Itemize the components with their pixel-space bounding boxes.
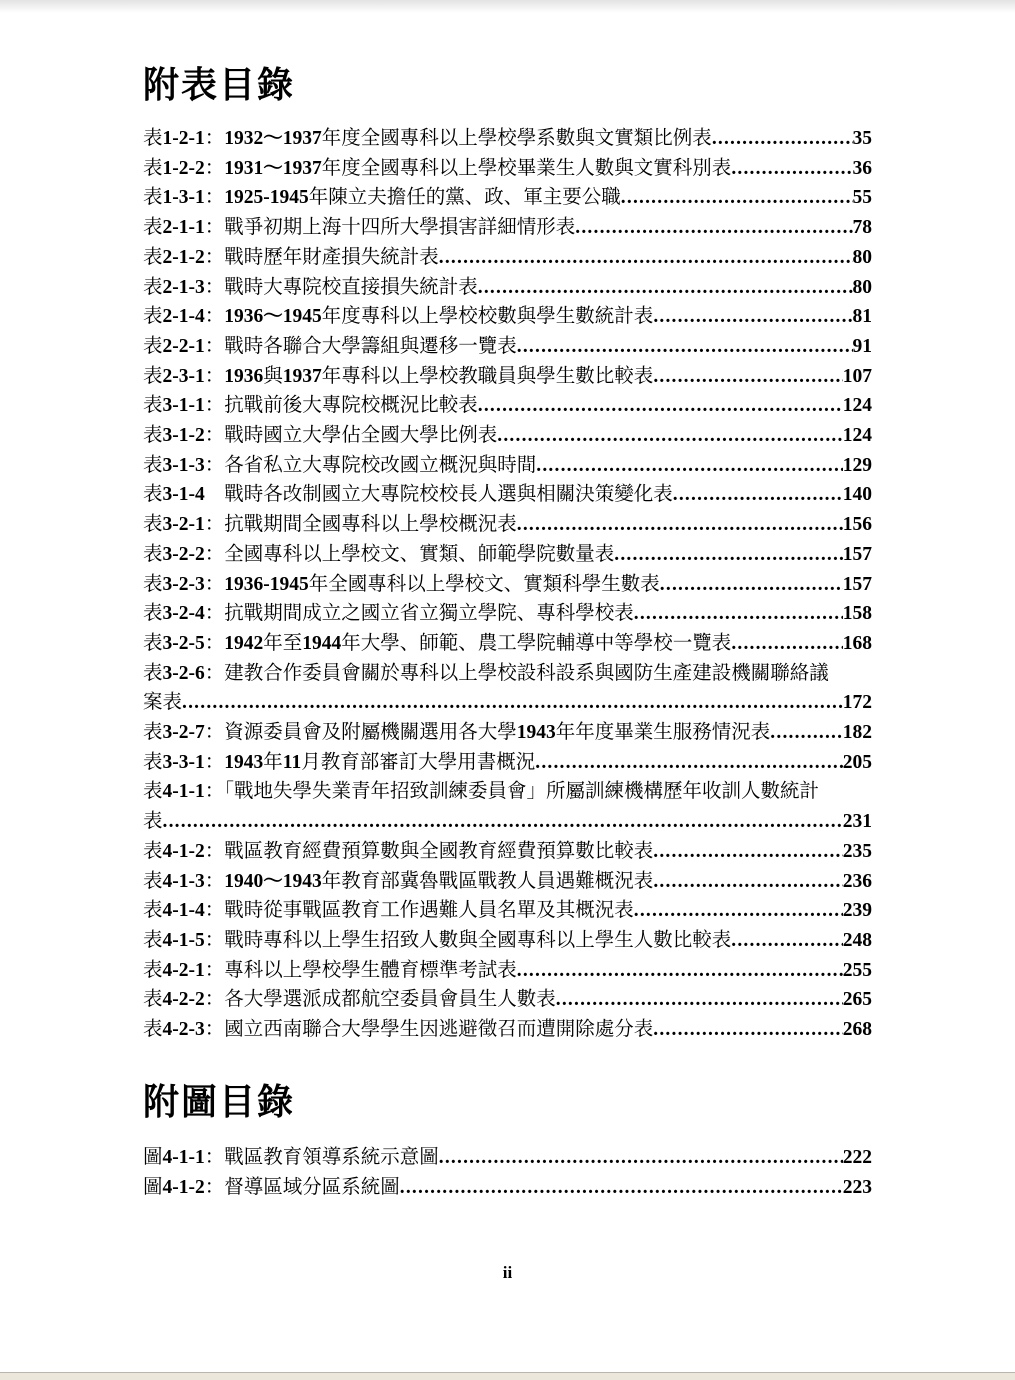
entry-text: 4-2-3	[162, 1019, 205, 1041]
entry-text: 4-1-1	[162, 781, 205, 803]
entry-text: 年	[263, 751, 283, 773]
toc-entry	[143, 807, 872, 837]
entry-text: 1925-1945	[224, 187, 309, 209]
figures-toc-list	[143, 1143, 872, 1202]
entry-text: 1944	[302, 632, 342, 654]
entry-text: 表	[143, 306, 163, 328]
entry-text: 1936	[224, 365, 264, 387]
entry-text: 表	[143, 157, 163, 179]
entry-text: 4-2-2	[162, 989, 205, 1011]
page-number: 168	[842, 632, 872, 654]
toc-entry	[143, 718, 872, 748]
page-number: 222	[842, 1146, 872, 1168]
dot-leader	[673, 480, 843, 510]
entry-text: 表	[143, 454, 163, 476]
dot-leader	[653, 867, 842, 897]
entry-text: 表	[143, 722, 163, 744]
entry-text: ：戰時從事戰區教育工作遇難人員名單及其概況表	[204, 900, 634, 922]
entry-text: ：全國專科以上學校文、實類、師範學院數量表	[204, 543, 615, 565]
page-number: 36	[852, 157, 872, 179]
toc-entry	[143, 985, 872, 1015]
entry-text: 圖	[143, 1176, 163, 1198]
entry-text: 表	[143, 128, 163, 149]
entry-text: 表	[143, 335, 163, 357]
entry-text: 2-3-1	[162, 365, 205, 387]
dot-leader	[439, 243, 853, 273]
entry-text: 表	[143, 603, 163, 625]
entry-text: ：	[204, 306, 225, 328]
entry-text: 3-2-1	[162, 514, 205, 536]
toc-entry	[143, 570, 872, 600]
tables-toc-list	[143, 124, 872, 1045]
page-number: 157	[842, 543, 872, 565]
dot-leader	[653, 837, 842, 867]
entry-text: 1932～1937	[224, 128, 322, 149]
dot-leader	[575, 213, 852, 243]
folio-page-number: ii	[502, 1263, 513, 1282]
entry-text: 表	[143, 573, 163, 595]
entry-text: ：	[204, 157, 225, 179]
entry-text: 2-2-1	[162, 335, 205, 357]
toc-entry	[143, 362, 872, 392]
entry-text: 表	[143, 365, 163, 387]
page-number: 268	[842, 1019, 872, 1041]
page-number: 248	[842, 929, 872, 951]
page-number: 235	[842, 840, 872, 862]
page-number: 78	[852, 217, 872, 239]
entry-text: 4-2-1	[162, 959, 205, 981]
toc-entry	[143, 124, 872, 154]
toc-entry	[143, 243, 872, 273]
entry-text: 1942	[224, 632, 264, 654]
entry-text: 3-2-4	[162, 603, 205, 625]
entry-text: 1-2-1	[162, 128, 205, 149]
entry-text: 3-1-2	[162, 425, 205, 447]
toc-entry	[143, 183, 872, 213]
entry-text: ：戰區教育經費預算數與全國教育經費預算數比較表	[204, 840, 654, 862]
toc-entry	[143, 659, 872, 689]
entry-text: ：建教合作委員會關於專科以上學校設科設系與國防生產建設機關聯絡議	[204, 662, 829, 684]
entry-text: 表	[143, 632, 163, 654]
entry-text: 2-1-4	[162, 306, 205, 328]
entry-text: ：	[204, 870, 225, 892]
entry-text: ：各大學選派成都航空委員會員生人數表	[204, 989, 556, 1011]
entry-text: ：「戰地失學失業青年招致訓練委員會」所屬訓練機構歷年收訓人數統計	[204, 781, 820, 803]
dot-leader	[731, 629, 842, 659]
dot-leader	[621, 183, 853, 213]
page-number: 81	[852, 306, 872, 328]
page-number: 265	[842, 989, 872, 1011]
entry-text: 2-1-2	[162, 246, 205, 268]
entry-text: 表	[143, 840, 163, 862]
toc-entry	[143, 629, 872, 659]
entry-text: 表	[143, 900, 163, 922]
page-number: 124	[842, 425, 872, 447]
entry-text: ：各省私立大專院校改國立概況與時間	[204, 454, 537, 476]
page-number: 172	[842, 692, 872, 714]
toc-entry	[143, 391, 872, 421]
entry-text: 圖	[143, 1146, 163, 1168]
dot-leader	[653, 1015, 842, 1045]
page-number: 80	[852, 276, 872, 298]
toc-entry	[143, 540, 872, 570]
entry-text: 月教育部審訂大學用書概況	[301, 751, 536, 773]
entry-text: 表	[143, 781, 163, 803]
entry-text: 年年度畢業生服務情況表	[555, 722, 771, 744]
entry-text: ：戰時各聯合大學籌組與遷移一覽表	[204, 335, 517, 357]
entry-text: 年專科以上學校教職員與學生數比較表	[321, 365, 654, 387]
entry-text: 表	[143, 246, 163, 268]
page-number: 55	[852, 187, 872, 209]
dot-leader	[163, 807, 843, 837]
entry-text: 年陳立夫擔任的黨、政、軍主要公職	[308, 187, 621, 209]
entry-text: ：	[204, 128, 225, 149]
entry-text: 1-3-1	[162, 187, 205, 209]
page-number: 239	[842, 900, 872, 922]
entry-text: 戰時各改制國立大專院校校長人選與相關決策變化表	[204, 484, 673, 506]
dot-leader	[536, 451, 842, 481]
entry-text: ：戰爭初期上海十四所大學損害詳細情形表	[204, 217, 576, 239]
entry-text: 4-1-3	[162, 870, 205, 892]
entry-text: 年度專科以上學校校數與學生數統計表	[321, 306, 654, 328]
toc-entry	[143, 332, 872, 362]
entry-text: 表	[143, 484, 163, 506]
dot-leader	[731, 154, 852, 184]
entry-text: 1940～1943	[224, 870, 322, 892]
entry-text: 4-1-4	[162, 900, 205, 922]
entry-text: 1931～1937	[224, 157, 322, 179]
dot-leader	[182, 688, 843, 718]
entry-text: 表	[143, 1019, 163, 1041]
entry-text: 表	[143, 543, 163, 565]
entry-text: 3-2-7	[162, 722, 205, 744]
entry-text: 3-2-5	[162, 632, 205, 654]
page-number: 231	[842, 811, 872, 833]
dot-leader	[517, 956, 843, 986]
entry-text: 表	[143, 217, 163, 239]
entry-text: 2-1-3	[162, 276, 205, 298]
toc-entry	[143, 867, 872, 897]
dot-leader	[478, 391, 843, 421]
entry-text: ：督導區域分區系統圖	[204, 1176, 400, 1198]
page-number: 124	[842, 395, 872, 417]
dot-leader	[497, 421, 842, 451]
entry-text: 案表	[143, 692, 183, 714]
page-number: 107	[842, 365, 872, 387]
entry-text: ：	[204, 632, 225, 654]
page-number: 91	[852, 335, 872, 357]
entry-text: 3-2-2	[162, 543, 205, 565]
entry-text: 表	[143, 929, 163, 951]
page-number: 157	[842, 573, 872, 595]
toc-entry	[143, 451, 872, 481]
dot-leader	[770, 718, 842, 748]
entry-text: 4-1-2	[162, 1176, 205, 1198]
dot-leader	[653, 302, 852, 332]
toc-entry	[143, 896, 872, 926]
page-number: 223	[842, 1176, 872, 1198]
dot-leader	[614, 540, 842, 570]
entry-text: 1943	[224, 751, 264, 773]
toc-entry	[143, 302, 872, 332]
entry-text: ：資源委員會及附屬機關選用各大學	[204, 722, 517, 744]
page-number: 255	[842, 959, 872, 981]
page-number: 158	[842, 603, 872, 625]
entry-text: ：抗戰期間全國專科以上學校概況表	[204, 514, 517, 536]
entry-text: ：國立西南聯合大學學生因逃避徵召而遭開除處分表	[204, 1019, 654, 1041]
entry-text: ：	[204, 365, 225, 387]
entry-text: ：	[204, 187, 225, 209]
entry-text: 年大學、師範、農工學院輔導中等學校一覽表	[341, 632, 732, 654]
entry-text: 4-1-2	[162, 840, 205, 862]
dot-leader	[478, 273, 853, 303]
viewer-bottom-bar	[0, 1372, 1015, 1380]
entry-text: ：專科以上學校學生體育標準考試表	[204, 959, 517, 981]
toc-entry	[143, 926, 872, 956]
entry-text: ：戰時專科以上學生招致人數與全國專科以上學生人數比較表	[204, 929, 732, 951]
entry-text: 3-1-4	[162, 484, 205, 506]
entry-text: 表	[143, 514, 163, 536]
entry-text: 1-2-2	[162, 157, 205, 179]
toc-entry	[143, 1143, 872, 1173]
entry-text: 3-2-3	[162, 573, 205, 595]
toc-entry	[143, 956, 872, 986]
entry-text: 3-1-3	[162, 454, 205, 476]
entry-text: 年至	[263, 632, 303, 654]
page-number: 140	[842, 484, 872, 506]
entry-text: 3-2-6	[162, 662, 205, 684]
dot-leader	[634, 599, 843, 629]
page-number: 35	[852, 128, 872, 149]
page-top-shadow	[0, 0, 1015, 13]
page-number: 80	[852, 246, 872, 268]
entry-text: 1937	[282, 365, 322, 387]
entry-text: 表	[143, 870, 163, 892]
dot-leader	[712, 124, 853, 154]
toc-entry	[143, 599, 872, 629]
entry-text: 表	[143, 751, 163, 773]
dot-leader	[556, 985, 843, 1015]
entry-text: 3-3-1	[162, 751, 205, 773]
entry-text: ：抗戰期間成立之國立省立獨立學院、專科學校表	[204, 603, 634, 625]
entry-text: 年教育部冀魯戰區戰教人員遇難概況表	[321, 870, 654, 892]
dot-leader	[517, 332, 853, 362]
page-number: 129	[842, 454, 872, 476]
toc-entry	[143, 421, 872, 451]
toc-entry	[143, 510, 872, 540]
dot-leader	[731, 926, 842, 956]
entry-text: 表	[143, 425, 163, 447]
entry-text: ：抗戰前後大專院校概況比較表	[204, 395, 478, 417]
toc-entry	[143, 213, 872, 243]
entry-text: 表	[143, 959, 163, 981]
entry-text: 表	[143, 187, 163, 209]
entry-text: ：戰時歷年財產損失統計表	[204, 246, 439, 268]
dot-leader	[439, 1143, 843, 1173]
toc-entry	[143, 480, 872, 510]
dot-leader	[517, 510, 843, 540]
entry-text: 4-1-5	[162, 929, 205, 951]
entry-text: 表	[143, 989, 163, 1011]
entry-text: 2-1-1	[162, 217, 205, 239]
toc-entry	[143, 748, 872, 778]
toc-entry	[143, 154, 872, 184]
toc-entry	[143, 837, 872, 867]
entry-text: 1936～1945	[224, 306, 322, 328]
entry-text: 表	[143, 662, 163, 684]
entry-text: ：戰時大專院校直接損失統計表	[204, 276, 478, 298]
toc-entry	[143, 1015, 872, 1045]
page-number: 205	[842, 751, 872, 773]
entry-text: ：戰時國立大學佔全國大學比例表	[204, 425, 498, 447]
toc-content	[143, 64, 872, 1202]
page-number: 236	[842, 870, 872, 892]
entry-text: 年度全國專科以上學校畢業生人數與文實科別表	[321, 157, 732, 179]
page-number: 156	[842, 514, 872, 536]
entry-text: ：戰區教育領導系統示意圖	[204, 1146, 439, 1168]
page-number: 182	[842, 722, 872, 744]
toc-entry	[143, 688, 872, 718]
entry-text: 11	[282, 751, 302, 773]
toc-entry	[143, 777, 872, 807]
entry-text: 4-1-1	[162, 1146, 205, 1168]
entry-text: 年全國專科以上學校文、實類科學生數表	[308, 573, 660, 595]
dot-leader	[660, 570, 843, 600]
entry-text: ：	[204, 751, 225, 773]
entry-text: 表	[143, 395, 163, 417]
entry-text: 年度全國專科以上學校學系數與文實類比例表	[321, 128, 712, 149]
entry-text: 3-1-1	[162, 395, 205, 417]
dot-leader	[634, 896, 843, 926]
dot-leader	[535, 748, 843, 778]
entry-text: 1943	[516, 722, 556, 744]
entry-text: 與	[263, 365, 283, 387]
dot-leader	[653, 362, 842, 392]
entry-text: 1936-1945	[224, 573, 309, 595]
entry-text: 表	[143, 276, 163, 298]
entry-text: 表	[143, 811, 163, 833]
toc-entry	[143, 1173, 872, 1203]
dot-leader	[400, 1173, 843, 1203]
toc-entry	[143, 273, 872, 303]
entry-text: ：	[204, 573, 225, 595]
figures-toc-heading: 附圖目錄	[143, 1081, 296, 1122]
tables-toc-heading: 附表目錄	[143, 65, 296, 105]
